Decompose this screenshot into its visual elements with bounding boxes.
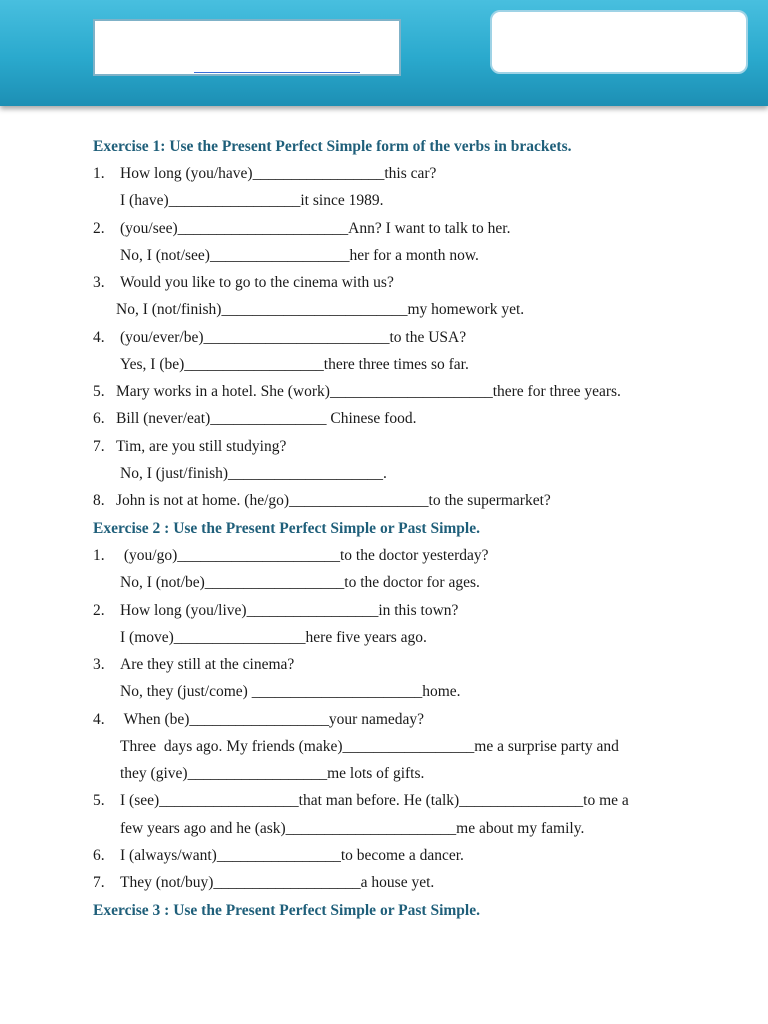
item-number: 8.: [93, 492, 105, 509]
item-number: 4.: [93, 711, 105, 728]
item-number: 4.: [93, 329, 105, 346]
item-text: Bill (never/eat)_______________ Chinese food.: [116, 410, 417, 427]
item-text: I (move)_________________here five years ago.: [120, 629, 427, 646]
item-text: few years ago and he (ask)______________________me about my family.: [120, 820, 585, 837]
item-number: 6.: [93, 410, 105, 427]
item-text: I (see)__________________that man before. He (talk)________________to me a: [120, 792, 629, 809]
item-text: I (always/want)________________to become a dancer.: [120, 847, 464, 864]
item-text: Would you like to go to the cinema with us?: [120, 274, 394, 291]
item-text: When (be)__________________your nameday?: [120, 711, 425, 728]
item-text: How long (you/live)_________________in this town?: [120, 602, 459, 619]
item-text: No, I (not/finish)________________________my homework yet.: [116, 301, 525, 318]
item-text: Three days ago. My friends (make)_________________me a surprise party and: [120, 738, 619, 755]
item-text: (you/go)_____________________to the doctor yesterday?: [120, 547, 489, 564]
item-text: I (have)_________________it since 1989.: [120, 192, 384, 209]
item-text: they (give)__________________me lots of gifts.: [120, 765, 425, 782]
item-text: Yes, I (be)__________________there three times so far.: [120, 356, 469, 373]
item-number: 2.: [93, 220, 105, 237]
item-text: They (not/buy)___________________a house yet.: [120, 874, 435, 891]
item-number: 3.: [93, 656, 105, 673]
item-number: 7.: [93, 874, 105, 891]
item-number: 2.: [93, 602, 105, 619]
item-number: 1.: [93, 165, 105, 182]
exercise-2-title: Exercise 2 : Use the Present Perfect Simple or Past Simple.: [93, 520, 480, 537]
item-text: No, I (just/finish)____________________.: [120, 465, 387, 482]
item-text: Are they still at the cinema?: [120, 656, 295, 673]
item-number: 5.: [93, 792, 105, 809]
item-text: (you/ever/be)________________________to the USA?: [120, 329, 467, 346]
item-text: No, I (not/see)__________________her for a month now.: [120, 247, 479, 264]
item-text: (you/see)______________________Ann? I want to talk to her.: [120, 220, 511, 237]
item-text: How long (you/have)_________________this car?: [120, 165, 437, 182]
exercise-1-title: Exercise 1: Use the Present Perfect Simple form of the verbs in brackets.: [93, 138, 572, 155]
item-text: No, I (not/be)__________________to the doctor for ages.: [120, 574, 480, 591]
item-text: Tim, are you still studying?: [116, 438, 287, 455]
item-number: 3.: [93, 274, 105, 291]
item-text: John is not at home. (he/go)__________________to the supermarket?: [116, 492, 551, 509]
item-number: 5.: [93, 383, 105, 400]
item-text: Mary works in a hotel. She (work)_____________________there for three years.: [116, 383, 621, 400]
item-number: 7.: [93, 438, 105, 455]
item-number: 6.: [93, 847, 105, 864]
exercise-3-title: Exercise 3 : Use the Present Perfect Simple or Past Simple.: [93, 902, 480, 919]
item-number: 1.: [93, 547, 105, 564]
item-text: No, they (just/come) ______________________home.: [120, 683, 461, 700]
